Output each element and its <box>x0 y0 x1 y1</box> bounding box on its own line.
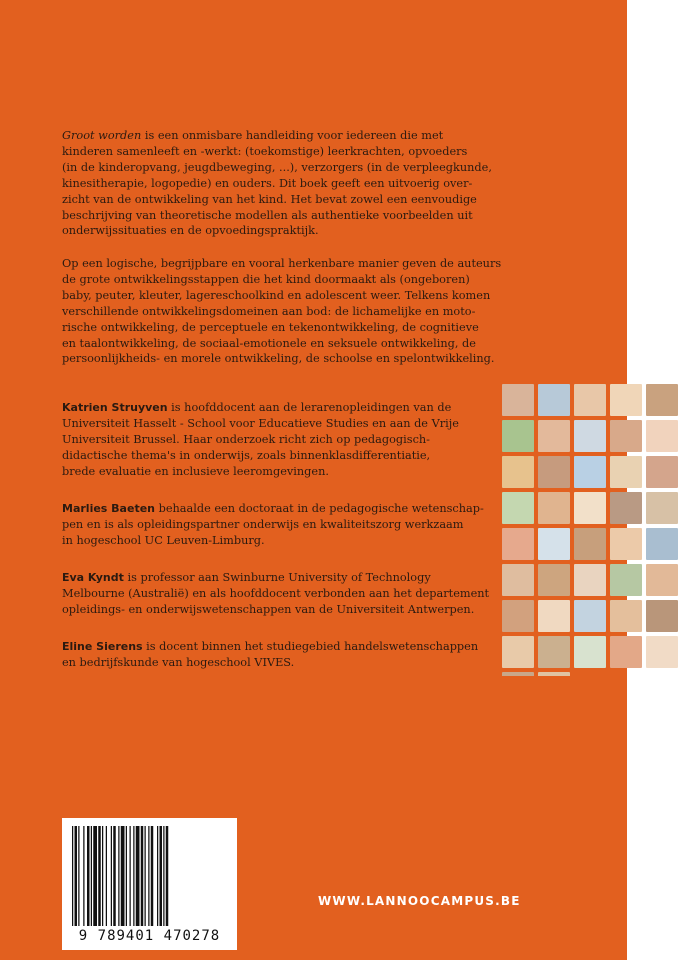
barcode-bar <box>136 826 140 926</box>
blurb-paragraph-1 <box>62 128 502 239</box>
child-photo-tile <box>574 384 606 416</box>
barcode-bar <box>113 826 116 926</box>
author-bio-baeten <box>62 501 502 549</box>
barcode-bar <box>157 826 158 926</box>
barcode-bar <box>93 826 97 926</box>
child-photo-tile <box>538 636 570 668</box>
barcode-bar <box>141 826 144 926</box>
barcode-bar <box>102 826 103 926</box>
publisher-website: WWW.LANNOOCAMPUS.BE <box>318 894 521 908</box>
barcode-bar <box>121 826 125 926</box>
author-bio-text: is hoofddocent aan de lerarenopleidingen van de Universiteit Hasselt - School voor Educatieve Studies en aan de Vrije Universiteit Brussel. Haar onderzoek richt zich op pedagogisch- didactische thema's in onderwijs, zoals binnenklasdifferentiatie, brede evaluatie en inclusieve leeromgevingen. <box>62 401 459 478</box>
child-photo-tile <box>574 456 606 488</box>
book-title: Groot worden <box>62 129 142 142</box>
child-photo-tile <box>574 492 606 524</box>
child-photo-tile <box>610 456 642 488</box>
barcode-bar <box>130 826 131 926</box>
barcode-bar <box>160 826 163 926</box>
child-photo-tile <box>574 528 606 560</box>
barcode-bar <box>111 826 112 926</box>
child-photo-tile <box>502 600 534 632</box>
child-photo-tile <box>502 492 534 524</box>
author-name: Eline Sierens <box>62 640 143 653</box>
barcode-bar <box>98 826 101 926</box>
child-photo-tile <box>502 636 534 668</box>
author-name: Katrien Struyven <box>62 401 168 414</box>
barcode-bar <box>145 826 146 926</box>
isbn-number: 9 789401 470278 <box>78 928 221 944</box>
barcode-bar <box>166 826 169 926</box>
child-photo-tile <box>574 636 606 668</box>
barcode-bar <box>133 826 134 926</box>
blurb-paragraph-2: Op een logische, begrijpbare en vooral herkenbare manier geven de auteurs de grote ontwikkelingsstappen die het kind doormaakt als (ongeboren) baby, peuter, kleuter, lagereschoolkind en adolescent weer. Telkens komen verschillende ontwikkelingsdomeinen aan bod: de lichamelijke en moto- rische ontwikkeling, de perceptuele en tekenontwikkeling, de cognitieve en taalontwikkeling, de sociaal-emotionele en seksuele ontwikkeling, de persoonlijkheids- en morele ontwikkeling, de schoolse en spelontwikkeling. <box>62 257 502 366</box>
child-photo-tile <box>646 420 678 452</box>
child-photo-tile <box>646 600 678 632</box>
author-bio-struyven <box>62 400 502 480</box>
author-name: Marlies Baeten <box>62 502 155 515</box>
child-photo-tile <box>538 384 570 416</box>
barcode-bar <box>78 826 79 926</box>
child-photo-tile <box>538 456 570 488</box>
child-photo-tile <box>610 600 642 632</box>
child-photo-tile <box>610 564 642 596</box>
child-photo-tile <box>538 492 570 524</box>
barcode-bar <box>83 826 84 926</box>
author-bio-sierens <box>62 639 502 671</box>
child-photo-tile <box>646 564 678 596</box>
author-bio-text: is docent binnen het studiegebied handelswetenschappen en bedrijfskunde van hogeschool VIVES. <box>62 640 479 669</box>
child-photo-tile <box>610 636 642 668</box>
child-photo-tile <box>502 456 534 488</box>
child-photo-tile <box>646 492 678 524</box>
barcode-bar <box>72 826 73 926</box>
child-photo-tile <box>502 564 534 596</box>
child-photo-tile <box>538 420 570 452</box>
child-photo-tile <box>610 420 642 452</box>
author-bio-text: behaalde een doctoraat in de pedagogische wetenschap- pen en is als opleidingspartner onderwijs en kwaliteitszorg werkzaam in hogeschool UC Leuven-Limburg. <box>62 502 484 547</box>
child-photo-tile <box>502 528 534 560</box>
barcode-bar <box>91 826 92 926</box>
child-photo-tile <box>538 600 570 632</box>
children-photo-mosaic <box>502 384 678 676</box>
child-photo-tile <box>538 672 570 676</box>
author-bio-kyndt <box>62 570 502 618</box>
author-name: Eva Kyndt <box>62 571 124 584</box>
author-bio-text: is professor aan Swinburne University of Technology Melbourne (Australië) en als hoofddocent verbonden aan het departement opleidings- en onderwijswetenschappen van de Universiteit Antwerpen. <box>62 571 490 616</box>
child-photo-tile <box>646 528 678 560</box>
child-photo-tile <box>646 384 678 416</box>
child-photo-tile <box>538 564 570 596</box>
barcode-bar <box>75 826 78 926</box>
barcode-bar <box>106 826 107 926</box>
isbn-barcode <box>62 818 237 950</box>
child-photo-tile <box>538 528 570 560</box>
barcode-bar <box>148 826 149 926</box>
child-photo-tile <box>610 528 642 560</box>
barcode-bars <box>70 826 229 926</box>
child-photo-tile <box>646 456 678 488</box>
child-photo-tile <box>574 600 606 632</box>
child-photo-tile <box>646 636 678 668</box>
barcode-bar <box>126 826 127 926</box>
child-photo-tile <box>502 384 534 416</box>
barcode-bar <box>87 826 90 926</box>
child-photo-tile <box>574 420 606 452</box>
child-photo-tile <box>574 564 606 596</box>
child-photo-tile <box>502 672 534 676</box>
barcode-bar <box>118 826 119 926</box>
child-photo-tile <box>610 384 642 416</box>
barcode-bar <box>151 826 154 926</box>
child-photo-tile <box>610 492 642 524</box>
barcode-bar <box>163 826 164 926</box>
child-photo-tile <box>502 420 534 452</box>
blurb-paragraph-1-text: is een onmisbare handleiding voor iedereen die met kinderen samenleeft en -werkt: (toekomstige) leerkrachten, opvoeders (in de kinderopvang, jeugdbeweging, ...), verzorgers (in de verpleegkunde, kinesitherapie, logopedie) en ouders. Dit boek geeft een uitvoerig over- zicht van de ontwikkeling van het kind. Het bevat zowel een eenvoudige beschrijving van theoretische modellen als authentieke voorbeelden uit onderwijssituaties en de opvoedingspraktijk. <box>62 129 492 238</box>
